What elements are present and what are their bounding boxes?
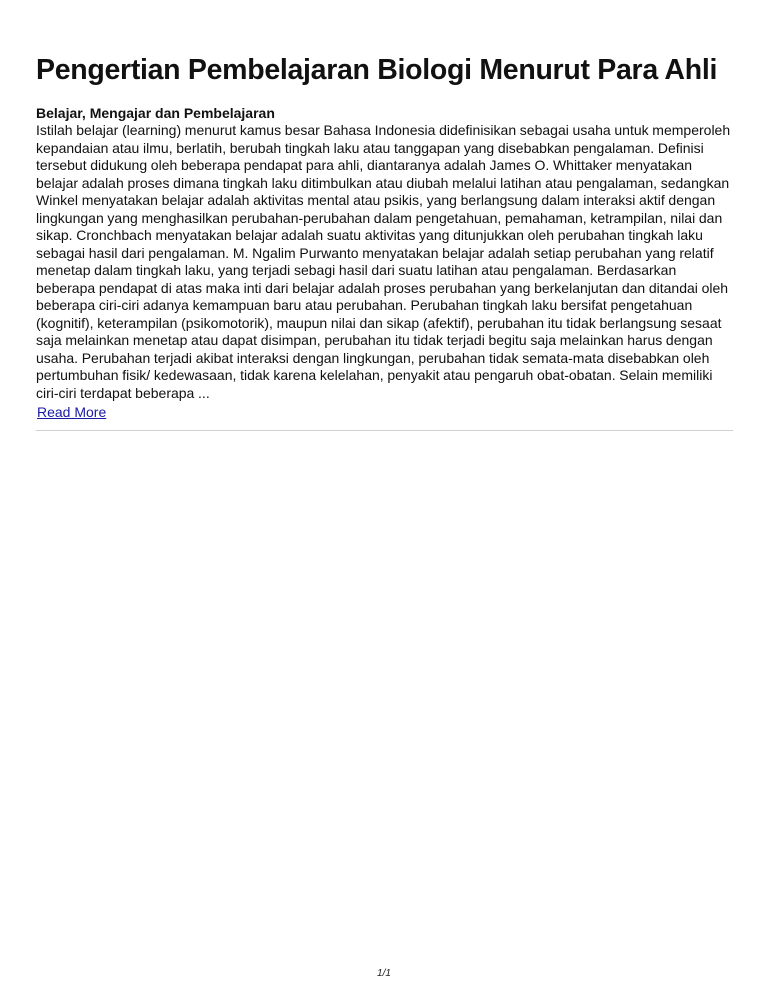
article-body: Istilah belajar (learning) menurut kamus besar Bahasa Indonesia didefinisikan sebagai usaha untuk memperoleh kepandaian atau ilmu, berlatih, berubah tingkah laku atau tanggapan yang disebabkan pengalaman. Definisi tersebut didukung oleh beberapa pendapat para ahli, diantaranya adalah James O. Whittaker menyatakan belajar adalah proses dimana tingkah laku ditimbulkan atau diubah melalui latihan atau pengalaman, sedangkan Winkel menyatakan belajar adalah aktivitas mental atau psikis, yang berlangsung dalam interaksi aktif dengan lingkungan yang menghasilkan perubahan-perubahan dalam pengetahuan, pemahaman, ketrampilan, nilai dan sikap. Cronchbach menyatakan belajar adalah suatu aktivitas yang ditunjukkan oleh perubahan tingkah laku sebagai hasil dari pengalaman. M. Ngalim Purwanto menyatakan belajar adalah setiap perubahan yang relatif menetap dalam tingkah laku, yang terjadi sebagi hasil dari suatu latihan atau pengalaman. Berdasarkan beberapa pendapat di atas maka inti dari belajar adalah proses perubahan yang berkelanjutan dan ditandai oleh beberapa ciri-ciri adanya kemampuan baru atau perubahan. Perubahan tingkah laku bersifat pengetahuan (kognitif), keterampilan (psikomotorik), maupun nilai dan sikap (afektif), perubahan itu tidak berlangsung sesaat saja melainkan menetap atau dapat disimpan, perubahan itu tidak terjadi begitu saja melainkan harus dengan usaha. Perubahan terjadi akibat interaksi dengan lingkungan, perubahan tidak semata-mata disebabkan oleh pertumbuhan fisik/ kedewasaan, tidak karena kelelahan, penyakit atau pengaruh obat-obatan. Selain memiliki ciri-ciri terdapat beberapa ... <box>36 122 731 401</box>
read-more-link[interactable]: Read More <box>37 404 107 420</box>
divider <box>36 430 733 431</box>
section-heading: Belajar, Mengajar dan Pembelajaran <box>36 105 275 121</box>
page-number: 1/1 <box>377 968 391 979</box>
article-content <box>36 104 736 422</box>
page-title: Pengertian Pembelajaran Biologi Menurut Para Ahli <box>36 54 718 86</box>
